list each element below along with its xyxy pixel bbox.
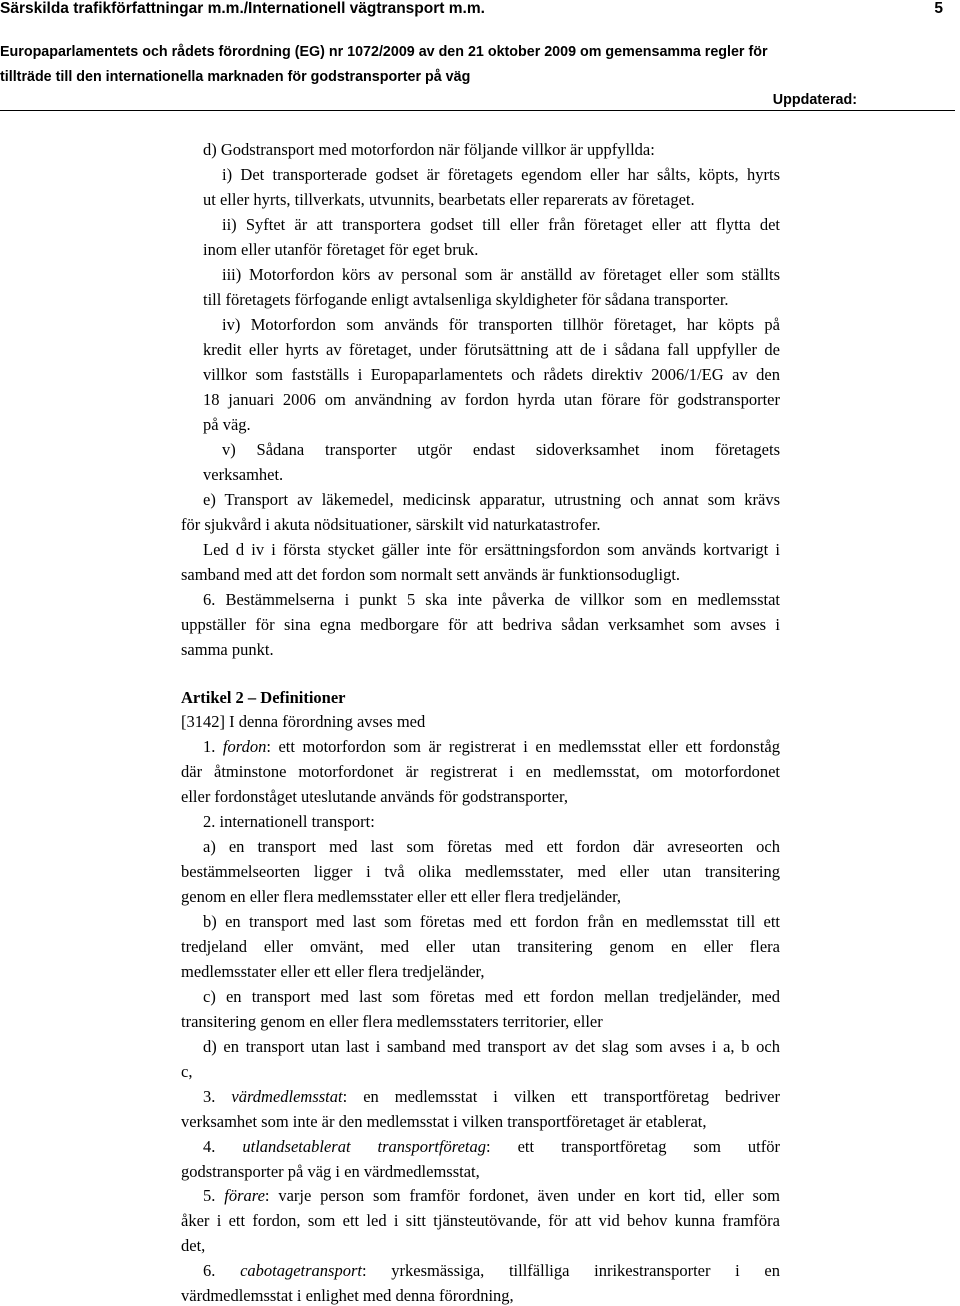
- item-iii-line-1: iii) Motorfordon körs av personal som är anställd av företaget eller som ställts: [222, 265, 780, 284]
- document-running-title: Särskilda trafikförfattningar m.m./Internationell vägtransport m.m.: [0, 0, 485, 17]
- definition-2d-line-2: c,: [181, 1062, 193, 1081]
- paragraph-e-line-1: e) Transport av läkemedel, medicinsk apparatur, utrustning och annat som krävs: [203, 490, 780, 509]
- regulation-title-line-1: Europaparlamentets och rådets förordning (EG) nr 1072/2009 av den 21 oktober 2009 om gemensamma regler för: [0, 44, 768, 60]
- item-iii-line-2: till företagets förfogande enligt avtalsenliga skyldigheter för sådana transporter.: [203, 290, 729, 309]
- item-iv-line-4: 18 januari 2006 om användning av fordon hyrda utan förare för godstransporter: [203, 390, 780, 409]
- definition-4-line-2: godstransporter på väg i en värdmedlemsstat,: [181, 1162, 480, 1181]
- definition-3-line-2: verksamhet som inte är den medlemsstat i vilken transportföretaget är etablerat,: [181, 1112, 707, 1131]
- item-iv-line-5: på väg.: [203, 415, 251, 434]
- definition-6-line-2: värdmedlemsstat i enlighet med denna förordning,: [181, 1286, 514, 1305]
- point-6-line-3: samma punkt.: [181, 640, 274, 659]
- header-divider: [0, 110, 955, 111]
- item-iv-line-1: iv) Motorfordon som används för transporten tillhör företaget, har köpts på: [222, 315, 780, 334]
- point-6-line-1: 6. Bestämmelserna i punkt 5 ska inte påverka de villkor som en medlemsstat: [203, 590, 780, 609]
- item-iv-line-3: villkor som fastställs i Europaparlamentets och rådets direktiv 2006/1/EG av den: [203, 365, 780, 384]
- definition-1-line-1: 1. fordon: ett motorfordon som är registrerat i en medlemsstat eller ett fordonståg: [203, 737, 780, 756]
- definition-3-line-1: 3. värdmedlemsstat: en medlemsstat i vilken ett transportföretag bedriver: [203, 1087, 780, 1106]
- definition-2b-line-2: tredjeland eller omvänt, med eller utan transitering genom en eller flera: [181, 937, 780, 956]
- definition-2-heading: 2. internationell transport:: [203, 812, 375, 831]
- definition-2b-line-1: b) en transport med last som företas med ett fordon från en medlemsstat till ett: [203, 912, 780, 931]
- item-v-line-2: verksamhet.: [203, 465, 284, 484]
- item-ii-line-2: inom eller utanför företaget för eget bruk.: [203, 240, 479, 259]
- definition-2a-line-1: a) en transport med last som företas med ett fordon där avreseorten och: [203, 837, 780, 856]
- definition-5-line-3: det,: [181, 1236, 206, 1255]
- exception-paragraph-line-1: Led d iv i första stycket gäller inte för ersättningsfordon som används kortvarigt i: [203, 540, 780, 559]
- definition-5-line-1: 5. förare: varje person som framför fordonet, även under en kort tid, eller som: [203, 1186, 780, 1205]
- paragraph-d-heading: d) Godstransport med motorfordon när följande villkor är uppfyllda:: [203, 140, 655, 159]
- item-i-line-1: i) Det transporterade godset är företagets egendom eller har sålts, köpts, hyrts: [222, 165, 780, 184]
- item-ii-line-1: ii) Syftet är att transportera godset till eller från företaget eller att flytta det: [222, 215, 780, 234]
- definition-4-line-1: 4. utlandsetablerat transportföretag: ett transportföretag som utför: [203, 1137, 781, 1156]
- definition-2d-line-1: d) en transport utan last i samband med transport av det slag som avses i a, b och: [203, 1037, 780, 1056]
- regulation-title-line-2: tillträde till den internationella marknaden för godstransporter på väg: [0, 69, 471, 85]
- definition-6-line-1: 6. cabotagetransport: yrkesmässiga, tillfälliga inrikestransporter i en: [203, 1261, 781, 1280]
- updated-label: Uppdaterad:: [772, 92, 857, 108]
- definition-2c-line-1: c) en transport med last som företas med ett fordon mellan tredjeländer, med: [203, 987, 780, 1006]
- definition-2a-line-2: bestämmelseorten ligger i två olika medlemsstater, med eller utan transitering: [181, 862, 780, 881]
- item-v-line-1: v) Sådana transporter utgör endast sidoverksamhet inom företagets: [222, 440, 780, 459]
- definition-1-line-3: eller fordonståget uteslutande används för godstransporter,: [181, 787, 568, 806]
- exception-paragraph-line-2: samband med att det fordon som normalt sett används är funktionsodugligt.: [181, 565, 681, 584]
- definition-5-line-2: åker i ett fordon, som ett led i sitt tjänsteutövande, för att vid behov kunna framföra: [181, 1211, 780, 1230]
- definition-1-line-2: där åtminstone motorfordonet är registrerat i en medlemsstat, om motorfordonet: [181, 762, 780, 781]
- article-2-heading: Artikel 2 – Definitioner: [181, 688, 346, 707]
- definitions-intro: [3142] I denna förordning avses med: [181, 712, 426, 731]
- item-i-line-2: ut eller hyrts, tillverkats, utvunnits, bearbetats eller reparerats av företaget.: [203, 190, 695, 209]
- item-iv-line-2: kredit eller hyrts av företaget, under förutsättning att de i sådana fall uppfyller de: [203, 340, 780, 359]
- page-number: 5: [934, 0, 943, 17]
- paragraph-e-line-2: för sjukvård i akuta nödsituationer, särskilt vid naturkatastrofer.: [181, 515, 601, 534]
- point-6-line-2: uppställer för sina egna medborgare för att bedriva sådan verksamhet som avses i: [181, 615, 780, 634]
- definition-2c-line-2: transitering genom en eller flera medlemsstaters territorier, eller: [181, 1012, 603, 1031]
- definition-2a-line-3: genom en eller flera medlemsstater eller ett eller flera tredjeländer,: [181, 887, 622, 906]
- definition-2b-line-3: medlemsstater eller ett eller flera tredjeländer,: [181, 962, 485, 981]
